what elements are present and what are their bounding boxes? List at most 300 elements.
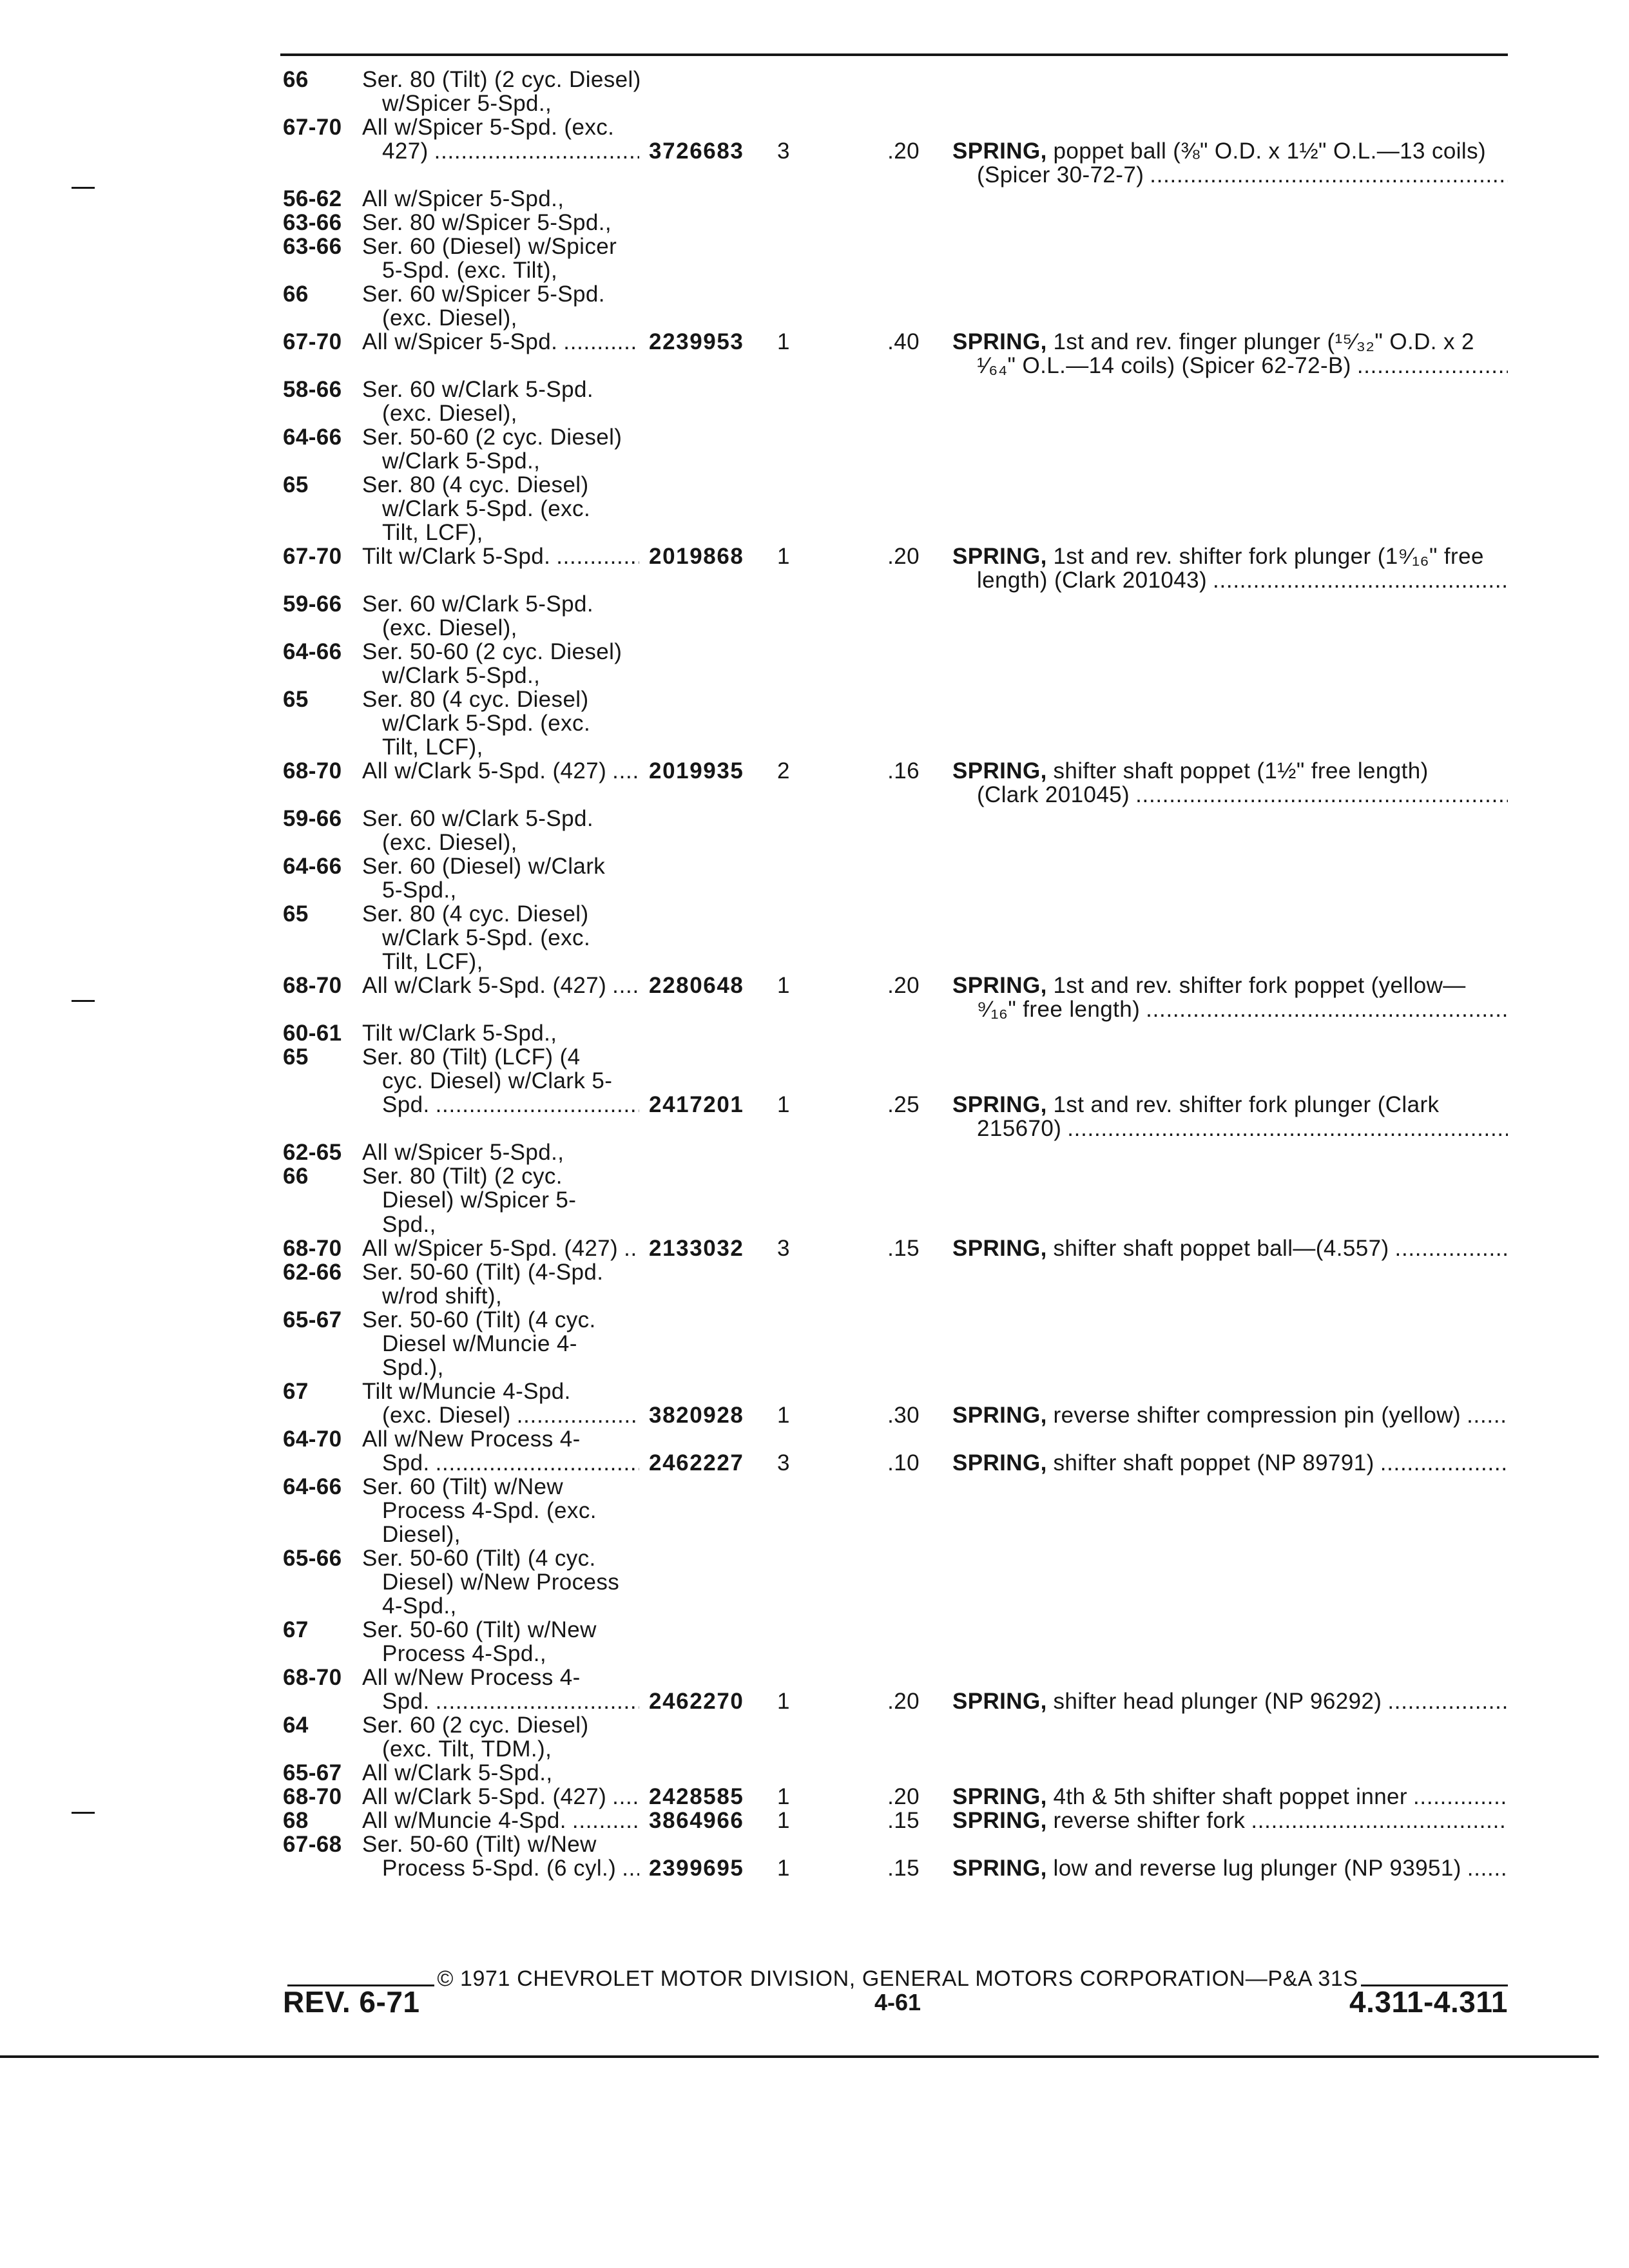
- application-text: Ser. 80 (4 cyc. Diesel): [362, 687, 589, 712]
- application-text: Ser. 50-60 (2 cyc. Diesel): [362, 639, 622, 664]
- parts-row: [0, 1356, 1629, 1379]
- price: .15: [887, 1235, 920, 1261]
- application-cell: [362, 115, 639, 139]
- parts-row: [0, 592, 1629, 616]
- application-text: w/Clark 5-Spd.,: [382, 663, 541, 688]
- model-years: 65-66: [283, 1545, 342, 1571]
- quantity: 1: [777, 329, 790, 354]
- quantity: 3: [777, 138, 790, 164]
- application-cell: [362, 687, 639, 711]
- application-text: 4-Spd.,: [382, 1593, 457, 1619]
- application-cell: [362, 1308, 639, 1332]
- parts-row: [0, 926, 1629, 950]
- parts-row: [0, 1475, 1629, 1499]
- model-years: 67: [283, 1378, 309, 1404]
- parts-row: [0, 306, 1629, 330]
- item-description: (Spicer 30-72-7): [977, 162, 1144, 187]
- application-cell: [362, 878, 639, 902]
- parts-row: [0, 735, 1629, 759]
- parts-row: [0, 187, 1629, 211]
- model-years: 68-70: [283, 1783, 342, 1809]
- application-cell: [362, 1499, 639, 1523]
- item-name: SPRING,: [952, 1808, 1047, 1833]
- price: .20: [887, 543, 920, 569]
- parts-row: [0, 616, 1629, 640]
- parts-row: [0, 1117, 1629, 1140]
- item-cell: [952, 1236, 1508, 1260]
- application-text: Ser. 60 w/Clark 5-Spd.: [362, 591, 593, 617]
- application-cell: [362, 1332, 639, 1356]
- page-number: 4-61: [874, 1989, 921, 2015]
- item-description: (Clark 201045): [977, 782, 1130, 808]
- item-name: SPRING,: [952, 1783, 1047, 1809]
- application-text: Diesel) w/Spicer 5-: [382, 1187, 577, 1213]
- parts-row: [0, 1332, 1629, 1356]
- application-text: Spd.,: [382, 1211, 436, 1237]
- parts-row: [0, 1260, 1629, 1284]
- quantity: 1: [777, 1856, 790, 1881]
- model-years: 66: [283, 281, 309, 307]
- parts-row: [0, 401, 1629, 425]
- parts-row: [0, 568, 1629, 592]
- model-years: 65: [283, 901, 309, 927]
- part-number: 3820928: [649, 1402, 744, 1428]
- parts-row: [0, 354, 1629, 378]
- item-description: 4th & 5th shifter shaft poppet inner: [1053, 1783, 1407, 1809]
- item-cell: [952, 1093, 1508, 1117]
- application-text: Ser. 60 (Tilt) w/New: [362, 1474, 564, 1499]
- item-cell: [952, 568, 1508, 592]
- application-cell: [362, 1832, 639, 1856]
- dot-leader: [556, 544, 639, 568]
- price: .15: [887, 1808, 920, 1833]
- application-cell: [362, 1403, 639, 1427]
- parts-row: [0, 1737, 1629, 1761]
- revision-label: REV. 6-71: [283, 1985, 420, 2019]
- parts-row: [0, 1666, 1629, 1689]
- dot-leader: [1387, 1689, 1508, 1713]
- parts-row: [0, 1427, 1629, 1451]
- application-cell: [362, 1236, 639, 1260]
- item-cell: [952, 974, 1508, 997]
- application-cell: [362, 1188, 639, 1212]
- quantity: 1: [777, 973, 790, 999]
- application-cell: [362, 974, 639, 997]
- application-cell: [362, 1356, 639, 1379]
- item-cell: [952, 544, 1508, 568]
- application-cell: [362, 592, 639, 616]
- application-text: All w/Spicer 5-Spd. (exc.: [362, 114, 615, 140]
- application-text: Process 5-Spd. (6 cyl.): [382, 1856, 617, 1881]
- parts-row: [0, 1689, 1629, 1713]
- model-years: 59-66: [283, 806, 342, 832]
- application-text: All w/Spicer 5-Spd. (427): [362, 1235, 619, 1261]
- application-cell: [362, 497, 639, 521]
- application-cell: [362, 1689, 639, 1713]
- item-description: 1st and rev. shifter fork plunger (Clark: [1053, 1092, 1440, 1118]
- item-name: SPRING,: [952, 543, 1047, 569]
- dot-leader: [436, 1451, 639, 1475]
- parts-row: [0, 1856, 1629, 1880]
- price: .16: [887, 758, 920, 784]
- dot-leader: [1135, 783, 1508, 807]
- model-years: 64: [283, 1712, 309, 1738]
- price: .40: [887, 329, 920, 354]
- model-years: 67: [283, 1617, 309, 1642]
- application-text: Diesel),: [382, 1521, 461, 1547]
- application-text: 427): [382, 138, 429, 164]
- application-cell: [362, 1213, 639, 1236]
- dot-leader: [612, 1785, 639, 1809]
- application-cell: [362, 950, 639, 974]
- application-cell: [362, 306, 639, 330]
- application-text: Ser. 60 w/Clark 5-Spd.: [362, 376, 593, 402]
- application-text: Spd.: [382, 1688, 430, 1714]
- application-cell: [362, 711, 639, 735]
- application-cell: [362, 425, 639, 449]
- parts-row: [0, 1499, 1629, 1523]
- parts-row: [0, 1403, 1629, 1427]
- application-cell: [362, 1546, 639, 1570]
- application-cell: [362, 1618, 639, 1642]
- application-text: Diesel w/Muncie 4-: [382, 1331, 577, 1356]
- application-text: Ser. 80 (4 cyc. Diesel): [362, 472, 589, 497]
- model-years: 63-66: [283, 233, 342, 259]
- parts-row: [0, 235, 1629, 258]
- part-number: 3864966: [649, 1808, 744, 1833]
- application-cell: [362, 735, 639, 759]
- application-text: Ser. 60 (Diesel) w/Spicer: [362, 233, 617, 259]
- part-number: 2462270: [649, 1688, 744, 1714]
- application-text: Spd.: [382, 1450, 430, 1475]
- parts-row: [0, 997, 1629, 1021]
- application-cell: [362, 807, 639, 831]
- model-years: 56-62: [283, 186, 342, 211]
- dot-leader: [612, 759, 639, 783]
- quantity: 3: [777, 1235, 790, 1261]
- application-cell: [362, 1475, 639, 1499]
- application-text: Ser. 80 (Tilt) (LCF) (4: [362, 1044, 581, 1070]
- parts-row: [0, 1236, 1629, 1260]
- model-years: 58-66: [283, 376, 342, 402]
- part-number: 2019868: [649, 543, 744, 569]
- dot-leader: [436, 1093, 639, 1117]
- part-number: 2462227: [649, 1450, 744, 1475]
- application-text: Ser. 80 (Tilt) (2 cyc.: [362, 1164, 563, 1189]
- application-cell: [362, 854, 639, 878]
- item-description: poppet ball (⅜" O.D. x 1½" O.L.—13 coils): [1053, 138, 1487, 164]
- bottom-rule: [0, 2055, 1599, 2058]
- quantity: 1: [777, 1808, 790, 1833]
- parts-row: [0, 664, 1629, 687]
- parts-row: [0, 139, 1629, 163]
- item-cell: [952, 1689, 1508, 1713]
- item-cell: [952, 354, 1508, 378]
- application-text: Process 4-Spd.,: [382, 1640, 546, 1666]
- item-name: SPRING,: [952, 973, 1047, 999]
- parts-row: [0, 163, 1629, 187]
- parts-row: [0, 1451, 1629, 1475]
- dot-leader: [1467, 1856, 1508, 1880]
- application-cell: [362, 1642, 639, 1666]
- model-years: 65: [283, 1044, 309, 1070]
- application-cell: [362, 1451, 639, 1475]
- parts-row: [0, 807, 1629, 831]
- parts-row: [0, 1069, 1629, 1093]
- dot-leader: [436, 1689, 639, 1713]
- application-cell: [362, 473, 639, 497]
- quantity: 1: [777, 1783, 790, 1809]
- parts-row: [0, 1523, 1629, 1546]
- item-cell: [952, 783, 1508, 807]
- parts-row: [0, 1570, 1629, 1594]
- application-text: w/Clark 5-Spd. (exc.: [382, 711, 591, 736]
- parts-row: [0, 974, 1629, 997]
- application-text: Ser. 50-60 (Tilt) w/New: [362, 1832, 597, 1857]
- item-description: low and reverse lug plunger (NP 93951): [1053, 1856, 1461, 1881]
- dot-leader: [517, 1403, 639, 1427]
- parts-row: [0, 282, 1629, 306]
- model-years: 68-70: [283, 1664, 342, 1690]
- price: .10: [887, 1450, 920, 1475]
- item-description: shifter shaft poppet (1½" free length): [1053, 758, 1429, 784]
- parts-row: [0, 950, 1629, 974]
- application-cell: [362, 1761, 639, 1785]
- item-description: shifter shaft poppet (NP 89791): [1053, 1450, 1374, 1475]
- dot-leader: [1467, 1403, 1508, 1427]
- application-text: Tilt w/Clark 5-Spd.,: [362, 1021, 557, 1046]
- application-text: Ser. 60 (2 cyc. Diesel): [362, 1712, 589, 1738]
- application-text: Ser. 80 w/Spicer 5-Spd.,: [362, 209, 612, 235]
- parts-row: [0, 91, 1629, 115]
- item-cell: [952, 330, 1508, 354]
- application-cell: [362, 1140, 639, 1164]
- application-text: (exc. Diesel): [382, 1402, 511, 1428]
- item-name: SPRING,: [952, 758, 1047, 784]
- model-years: 65: [283, 472, 309, 497]
- price: .20: [887, 138, 920, 164]
- model-years: 67-70: [283, 329, 342, 354]
- dot-leader: [1150, 163, 1508, 187]
- parts-row: [0, 1761, 1629, 1785]
- application-text: Ser. 80 (Tilt) (2 cyc. Diesel): [362, 66, 641, 92]
- dot-leader: [434, 139, 639, 163]
- item-name: SPRING,: [952, 1092, 1047, 1118]
- model-years: 65-67: [283, 1760, 342, 1785]
- application-cell: [362, 1069, 639, 1093]
- application-cell: [362, 926, 639, 950]
- item-cell: [952, 139, 1508, 163]
- model-years: 64-70: [283, 1426, 342, 1452]
- parts-row: [0, 1832, 1629, 1856]
- application-text: Tilt, LCF),: [382, 735, 483, 760]
- item-description: shifter head plunger (NP 96292): [1053, 1688, 1382, 1714]
- application-cell: [362, 378, 639, 401]
- application-cell: [362, 282, 639, 306]
- item-name: SPRING,: [952, 1688, 1047, 1714]
- application-text: w/Clark 5-Spd. (exc.: [382, 495, 591, 521]
- parts-row: [0, 759, 1629, 783]
- parts-row: [0, 68, 1629, 91]
- application-cell: [362, 1666, 639, 1689]
- item-cell: [952, 1403, 1508, 1427]
- application-cell: [362, 449, 639, 473]
- application-cell: [362, 1809, 639, 1832]
- item-description: length) (Clark 201043): [977, 567, 1208, 593]
- dot-leader: [1146, 997, 1508, 1021]
- application-text: 5-Spd.,: [382, 878, 457, 903]
- item-name: SPRING,: [952, 138, 1047, 164]
- dot-leader: [1251, 1809, 1508, 1832]
- quantity: 1: [777, 1688, 790, 1714]
- model-years: 68-70: [283, 973, 342, 999]
- parts-row: [0, 1021, 1629, 1045]
- application-cell: [362, 902, 639, 926]
- parts-row: [0, 711, 1629, 735]
- model-years: 60-61: [283, 1021, 342, 1046]
- item-description: shifter shaft poppet ball—(4.557): [1053, 1235, 1389, 1261]
- parts-row: [0, 497, 1629, 521]
- model-years: 67-68: [283, 1832, 342, 1857]
- parts-row: [0, 1164, 1629, 1188]
- price: .20: [887, 973, 920, 999]
- model-years: 64-66: [283, 1474, 342, 1499]
- model-years: 64-66: [283, 854, 342, 879]
- application-cell: [362, 235, 639, 258]
- parts-row: [0, 1045, 1629, 1069]
- application-cell: [362, 1284, 639, 1308]
- application-text: Ser. 60 w/Clark 5-Spd.: [362, 806, 593, 832]
- item-name: SPRING,: [952, 1402, 1047, 1428]
- application-cell: [362, 1785, 639, 1809]
- application-text: All w/Clark 5-Spd. (427): [362, 973, 607, 999]
- parts-row: [0, 902, 1629, 926]
- model-years: 65-67: [283, 1307, 342, 1332]
- item-cell: [952, 759, 1508, 783]
- application-cell: [362, 1523, 639, 1546]
- part-number: 2280648: [649, 973, 744, 999]
- application-text: All w/Clark 5-Spd. (427): [362, 1783, 607, 1809]
- application-cell: [362, 1379, 639, 1403]
- application-cell: [362, 1045, 639, 1069]
- application-cell: [362, 1856, 639, 1880]
- price: .25: [887, 1092, 920, 1118]
- application-text: All w/Clark 5-Spd. (427): [362, 758, 607, 784]
- application-cell: [362, 759, 639, 783]
- model-years: 59-66: [283, 591, 342, 617]
- application-text: (exc. Diesel),: [382, 305, 517, 331]
- dot-leader: [612, 974, 639, 997]
- item-name: SPRING,: [952, 1235, 1047, 1261]
- parts-row: [0, 473, 1629, 497]
- model-years: 63-66: [283, 209, 342, 235]
- item-description: ¹⁄₆₄" O.L.—14 coils) (Spicer 62-72-B): [977, 352, 1351, 378]
- application-text: w/Spicer 5-Spd.,: [382, 90, 552, 116]
- parts-row: [0, 330, 1629, 354]
- application-cell: [362, 187, 639, 211]
- item-cell: [952, 997, 1508, 1021]
- part-number: 2417201: [649, 1092, 744, 1118]
- application-cell: [362, 1713, 639, 1737]
- part-number: 2239953: [649, 329, 744, 354]
- application-text: Tilt, LCF),: [382, 519, 483, 545]
- application-text: All w/Muncie 4-Spd.: [362, 1808, 566, 1833]
- parts-row: [0, 1093, 1629, 1117]
- quantity: 1: [777, 1402, 790, 1428]
- parts-row: [0, 425, 1629, 449]
- item-cell: [952, 1809, 1508, 1832]
- model-years: 65: [283, 687, 309, 712]
- item-description: 1st and rev. finger plunger (¹⁵⁄₃₂" O.D. x 2: [1053, 329, 1474, 354]
- model-years: 68-70: [283, 758, 342, 784]
- quantity: 2: [777, 758, 790, 784]
- dot-leader: [622, 1856, 639, 1880]
- item-cell: [952, 1785, 1508, 1809]
- item-name: SPRING,: [952, 1450, 1047, 1475]
- model-years: 67-70: [283, 543, 342, 569]
- parts-row: [0, 831, 1629, 854]
- application-cell: [362, 91, 639, 115]
- item-name: SPRING,: [952, 1856, 1047, 1881]
- parts-row: [0, 1785, 1629, 1809]
- application-text: All w/Spicer 5-Spd.,: [362, 1140, 564, 1166]
- dot-leader: [1413, 1785, 1508, 1809]
- dot-leader: [563, 330, 639, 354]
- application-text: Spd.: [382, 1092, 430, 1118]
- application-text: Ser. 50-60 (2 cyc. Diesel): [362, 424, 622, 450]
- quantity: 1: [777, 543, 790, 569]
- application-text: (exc. Diesel),: [382, 615, 517, 640]
- application-text: w/Clark 5-Spd. (exc.: [382, 925, 591, 951]
- part-number: 2133032: [649, 1235, 744, 1261]
- parts-row: [0, 258, 1629, 282]
- parts-row: [0, 1618, 1629, 1642]
- model-years: 66: [283, 66, 309, 92]
- application-text: (exc. Diesel),: [382, 400, 517, 426]
- item-description: reverse shifter fork: [1053, 1808, 1246, 1833]
- item-cell: [952, 163, 1508, 187]
- model-years: 66: [283, 1164, 309, 1189]
- application-text: Tilt, LCF),: [382, 949, 483, 975]
- model-years: 62-65: [283, 1140, 342, 1166]
- application-cell: [362, 1737, 639, 1761]
- item-cell: [952, 1856, 1508, 1880]
- dot-leader: [624, 1236, 639, 1260]
- model-years: 62-66: [283, 1259, 342, 1285]
- quantity: 1: [777, 1092, 790, 1118]
- item-name: SPRING,: [952, 329, 1047, 354]
- part-number: 2399695: [649, 1856, 744, 1881]
- application-cell: [362, 1164, 639, 1188]
- application-text: (exc. Tilt, TDM.),: [382, 1736, 552, 1762]
- part-number: 2428585: [649, 1783, 744, 1809]
- item-description: reverse shifter compression pin (yellow): [1053, 1402, 1461, 1428]
- application-text: (exc. Diesel),: [382, 830, 517, 856]
- application-text: 5-Spd. (exc. Tilt),: [382, 257, 558, 283]
- application-text: Ser. 80 (4 cyc. Diesel): [362, 901, 589, 927]
- application-text: Diesel) w/New Process: [382, 1569, 620, 1595]
- parts-row: [0, 1642, 1629, 1666]
- application-cell: [362, 521, 639, 544]
- price: .20: [887, 1688, 920, 1714]
- parts-row: [0, 1284, 1629, 1308]
- parts-row: [0, 449, 1629, 473]
- part-number: 2019935: [649, 758, 744, 784]
- model-years: 67-70: [283, 114, 342, 140]
- application-cell: [362, 1427, 639, 1451]
- application-cell: [362, 401, 639, 425]
- application-cell: [362, 1594, 639, 1618]
